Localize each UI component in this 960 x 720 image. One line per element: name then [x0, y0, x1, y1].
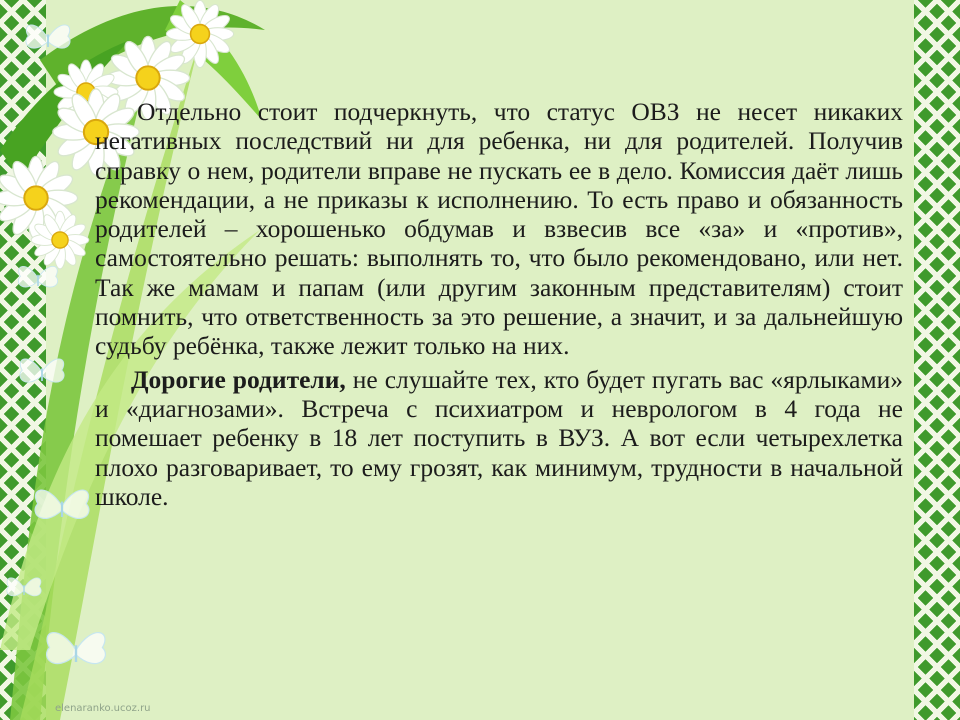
paragraph-1: Отдельно стоит подчеркнуть, что статус ОВЗ не несет никаких негативных последствий ни для ребенка, ни для родителей. Получив справку о нем, родители вправе не пускать ее в дело. Комиссия даёт лишь рекомендации, а не приказы к исполнению. То есть право и обязанность родителей – хорошенько обдумав и взвесив все «за» и «против», самостоятельно решать: выполнять то, что было рекомендовано, или нет. Так же мамам и папам (или другим законным представителям) стоит помнить, что ответственность за это решение, а значит, и за дальнейшую судьбу ребёнка, также лежит только на них.: [95, 97, 903, 361]
paragraph-2: [95, 365, 903, 511]
text-content: [95, 97, 903, 511]
paragraph-2-lead: Дорогие родители,: [131, 364, 346, 394]
site-watermark: elenaranko.ucoz.ru: [55, 703, 151, 714]
right-border-pattern: [914, 0, 960, 720]
paragraph-2-text: не слушайте тех, кто будет пугать вас «ярлыками» и «диагнозами». Встреча с психиатром и неврологом в 4 года не помешает ребенку в 18 лет поступить в ВУЗ. А вот если четырехлетка плохо разговаривает, то ему грозят, как минимум, трудности в начальной школе.: [95, 364, 904, 511]
